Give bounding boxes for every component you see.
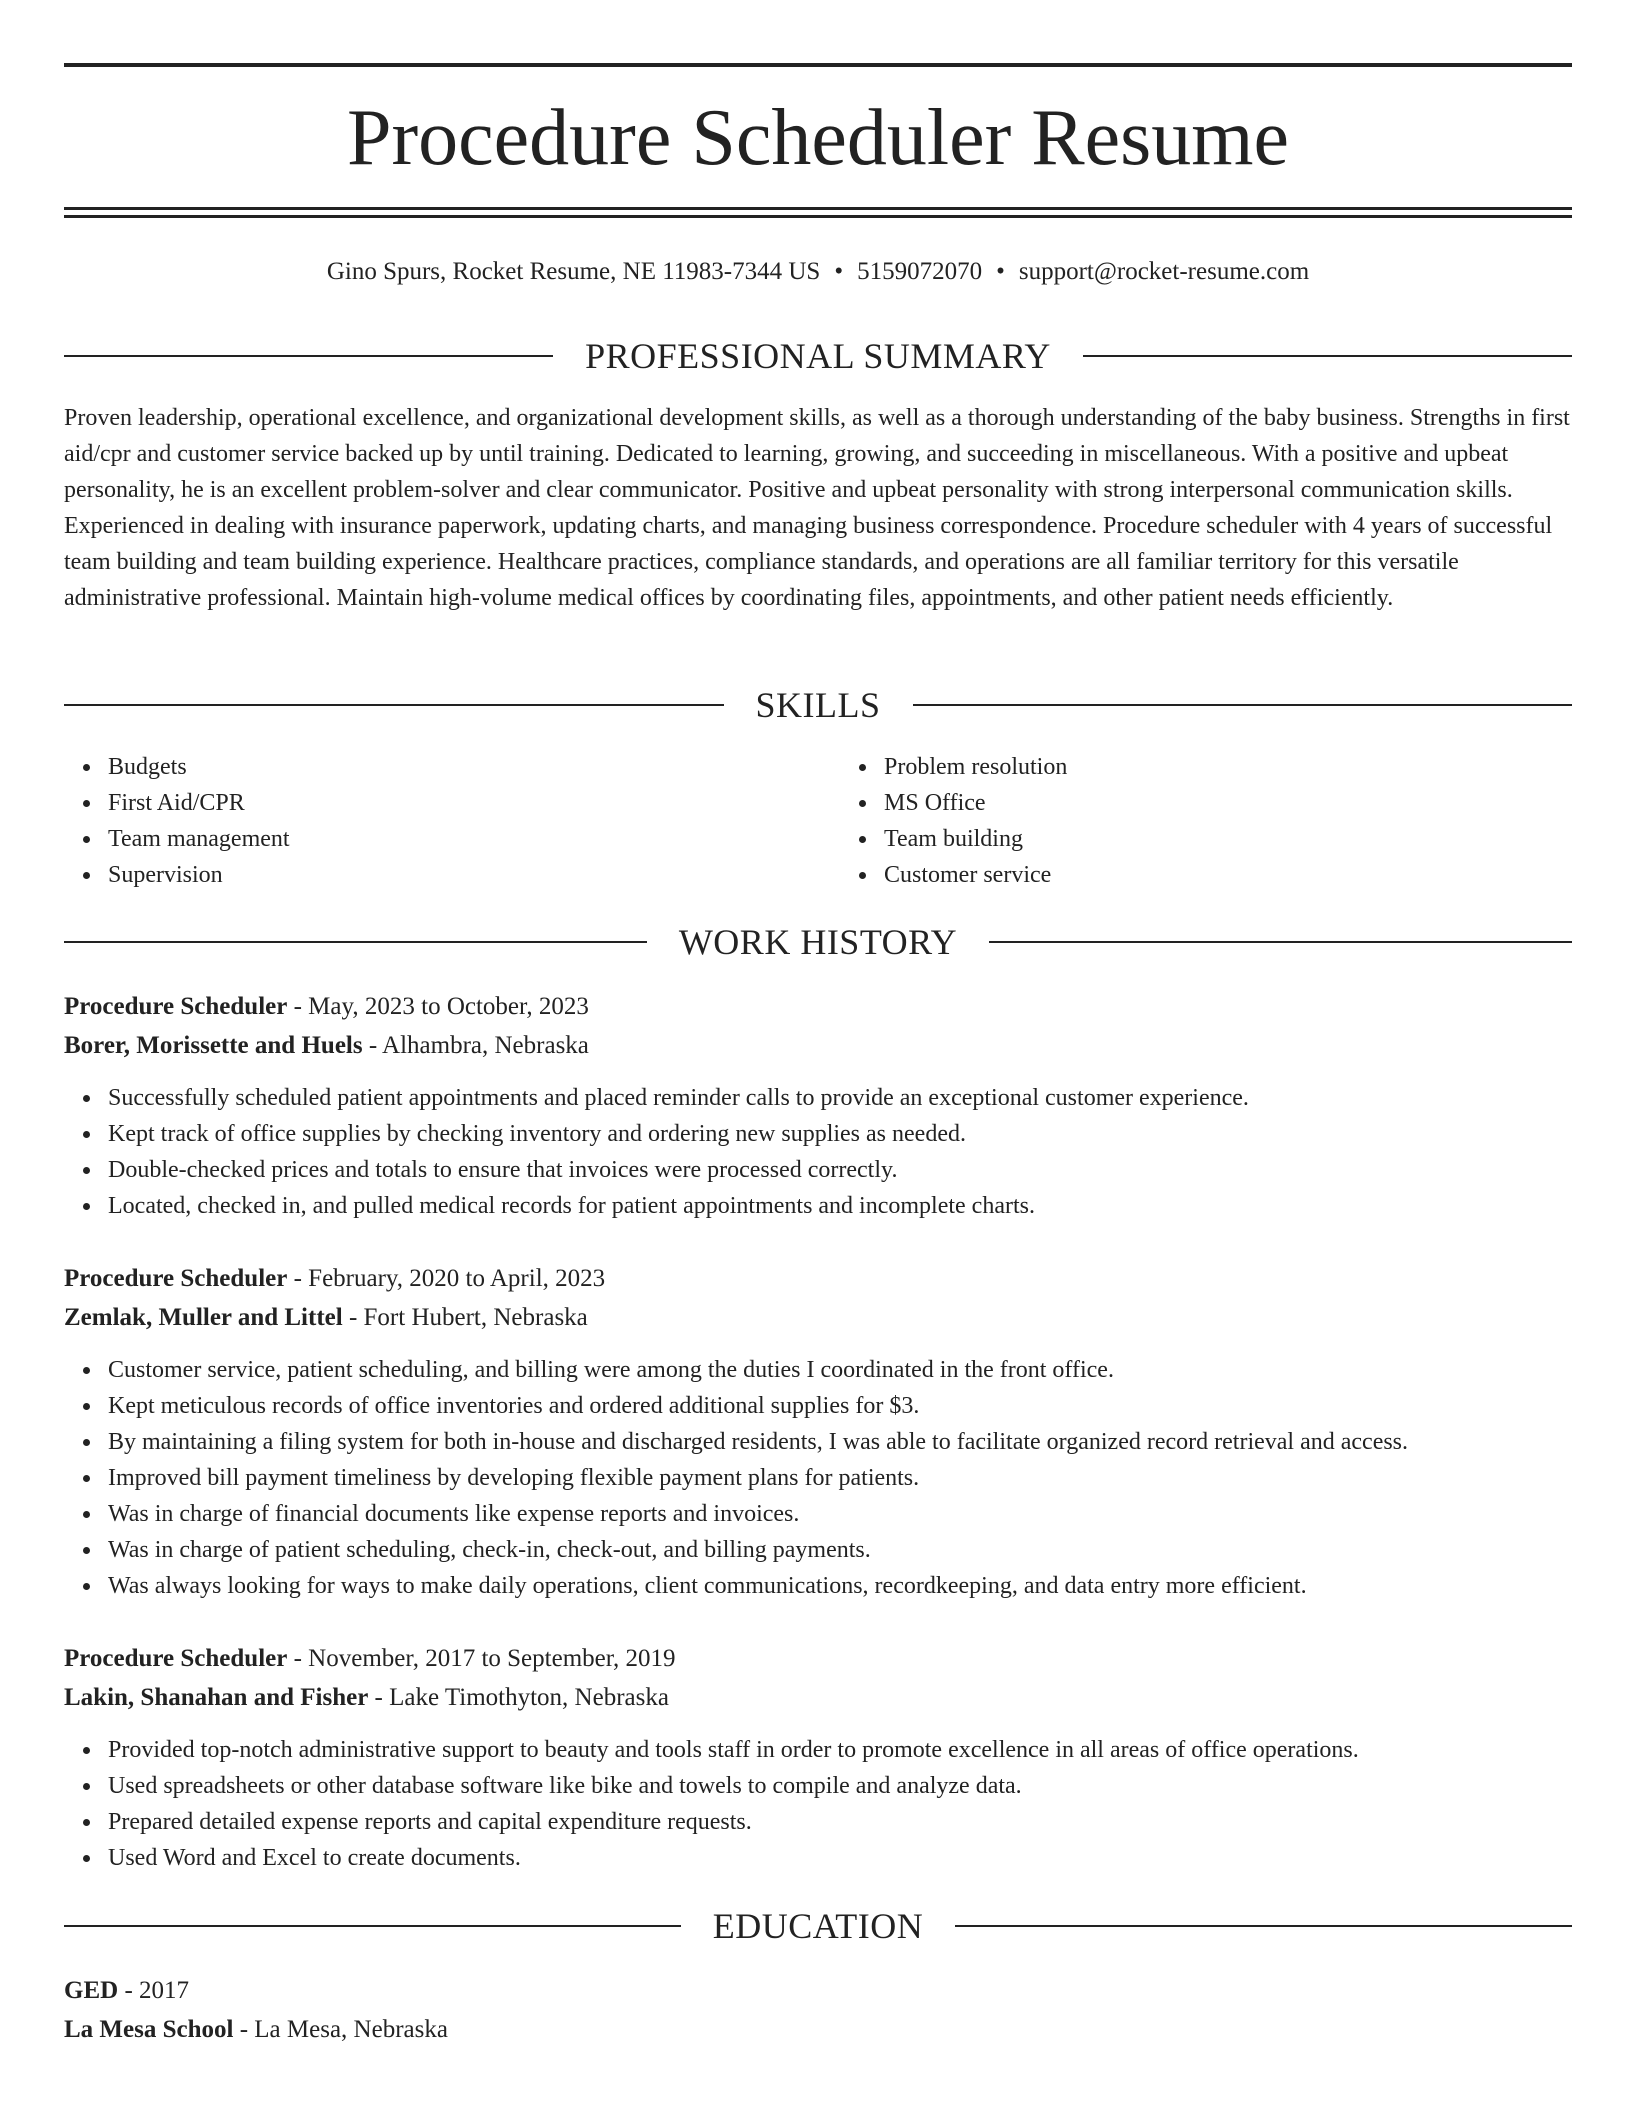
skill-item: Supervision: [108, 857, 796, 893]
education-school-line: [64, 2011, 1572, 2049]
divider-line: [955, 1925, 1572, 1927]
job-location: - Alhambra, Nebraska: [362, 1032, 589, 1059]
skill-item: Team management: [108, 821, 796, 857]
skill-item: Team building: [884, 821, 1572, 857]
job-employer: Lakin, Shanahan and Fisher: [64, 1684, 369, 1711]
contact-address: Gino Spurs, Rocket Resume, NE 11983-7344 US: [326, 258, 821, 285]
skill-item: MS Office: [884, 785, 1572, 821]
education-degree: GED: [64, 1977, 119, 2004]
job-bullets: [64, 1080, 1616, 1224]
list-item: Was always looking for ways to make daily operations, client communications, recordkeeping, and data entry more efficient.: [108, 1568, 1616, 1604]
list-item: Customer service, patient scheduling, and billing were among the duties I coordinated in the front office.: [108, 1352, 1616, 1388]
divider-line: [1083, 355, 1572, 357]
skills-column-left: [64, 749, 796, 893]
section-title: PROFESSIONAL SUMMARY: [585, 336, 1051, 376]
divider-line: [64, 704, 724, 706]
divider-line: [64, 941, 647, 943]
skills-column-right: [840, 749, 1572, 893]
contact-phone: 5159072070: [857, 258, 983, 285]
skill-item: Customer service: [884, 857, 1572, 893]
skill-item: Problem resolution: [884, 749, 1572, 785]
list-item: Located, checked in, and pulled medical records for patient appointments and incomplete charts.: [108, 1188, 1616, 1224]
skill-item: Budgets: [108, 749, 796, 785]
title-rule-upper: [64, 207, 1572, 210]
contact-line: [64, 254, 1572, 290]
divider-line: [913, 704, 1573, 706]
job-employer: Zemlak, Muller and Littel: [64, 1304, 343, 1331]
list-item: Kept meticulous records of office inventories and ordered additional supplies for $3.: [108, 1388, 1616, 1424]
list-item: Prepared detailed expense reports and capital expenditure requests.: [108, 1804, 1616, 1840]
education-location: - La Mesa, Nebraska: [233, 2016, 448, 2043]
page-title: Procedure Scheduler Resume: [347, 94, 1289, 182]
list-item: Used spreadsheets or other database software like bike and towels to compile and analyze data.: [108, 1768, 1616, 1804]
divider-line: [64, 355, 553, 357]
job-employer: Borer, Morissette and Huels: [64, 1032, 363, 1059]
section-title: EDUCATION: [712, 1906, 924, 1946]
job-dates: - November, 2017 to September, 2019: [287, 1645, 676, 1672]
education-degree-line: [64, 1972, 1572, 2010]
divider-line: [64, 1925, 681, 1927]
list-item: Double-checked prices and totals to ensure that invoices were processed correctly.: [108, 1152, 1616, 1188]
job-title-line: [64, 1260, 1572, 1298]
list-item: Used Word and Excel to create documents.: [108, 1840, 1616, 1876]
job-bullets: [64, 1352, 1616, 1604]
contact-email: support@rocket-resume.com: [1018, 258, 1310, 285]
education-year: - 2017: [118, 1977, 190, 2004]
contact-separator: •: [834, 258, 844, 285]
list-item: Kept track of office supplies by checking inventory and ordering new supplies as needed.: [108, 1116, 1616, 1152]
job-bullets: [64, 1732, 1616, 1876]
job-employer-line: [64, 1027, 1572, 1065]
job-title-line: [64, 1640, 1572, 1678]
list-item: Successfully scheduled patient appointments and placed reminder calls to provide an exceptional customer experience.: [108, 1080, 1616, 1116]
title-rule-lower: [64, 215, 1572, 218]
divider-line: [989, 941, 1572, 943]
contact-separator: •: [996, 258, 1005, 285]
section-title: WORK HISTORY: [678, 922, 958, 962]
job-dates: - February, 2020 to April, 2023: [287, 1265, 606, 1292]
job-title-line: [64, 988, 1572, 1026]
skills-list: [64, 749, 1572, 893]
list-item: By maintaining a filing system for both in-house and discharged residents, I was able to facilitate organized record retrieval and access.: [108, 1424, 1616, 1460]
top-rule: [64, 63, 1572, 67]
summary-text: Proven leadership, operational excellence, and organizational development skills, as well as a thorough understanding of the baby business. Strengths in first aid/cpr and customer service backed up by until training. Dedicated to learning, growing, and succeeding in miscellaneous. With a positive and upbeat personality, he is an excellent problem-solver and clear communicator. Positive and upbeat personality with strong interpersonal communication skills. Experienced in dealing with insurance paperwork, updating charts, and managing business correspondence. Procedure scheduler with 4 years of successful team building and team building experience. Healthcare practices, compliance standards, and operations are all familiar territory for this versatile administrative professional. Maintain high-volume medical offices by coordinating files, appointments, and other patient needs efficiently.: [64, 405, 1570, 611]
section-heading-skills: [64, 683, 1572, 727]
job-location: - Lake Timothyton, Nebraska: [368, 1684, 669, 1711]
job-title: Procedure Scheduler: [64, 1265, 288, 1292]
list-item: Provided top-notch administrative support to beauty and tools staff in order to promote excellence in all areas of office operations.: [108, 1732, 1616, 1768]
list-item: Improved bill payment timeliness by developing flexible payment plans for patients.: [108, 1460, 1616, 1496]
section-heading-summary: [64, 334, 1572, 378]
job-employer-line: [64, 1299, 1572, 1337]
section-title: SKILLS: [755, 685, 881, 725]
job-title: Procedure Scheduler: [64, 1645, 288, 1672]
education-school: La Mesa School: [64, 2016, 234, 2043]
skill-item: First Aid/CPR: [108, 785, 796, 821]
job-employer-line: [64, 1679, 1572, 1717]
section-heading-work: [64, 920, 1572, 964]
section-heading-education: [64, 1904, 1572, 1948]
job-title: Procedure Scheduler: [64, 993, 288, 1020]
job-dates: - May, 2023 to October, 2023: [287, 993, 589, 1020]
job-location: - Fort Hubert, Nebraska: [342, 1304, 588, 1331]
list-item: Was in charge of financial documents like expense reports and invoices.: [108, 1496, 1616, 1532]
list-item: Was in charge of patient scheduling, check-in, check-out, and billing payments.: [108, 1532, 1616, 1568]
